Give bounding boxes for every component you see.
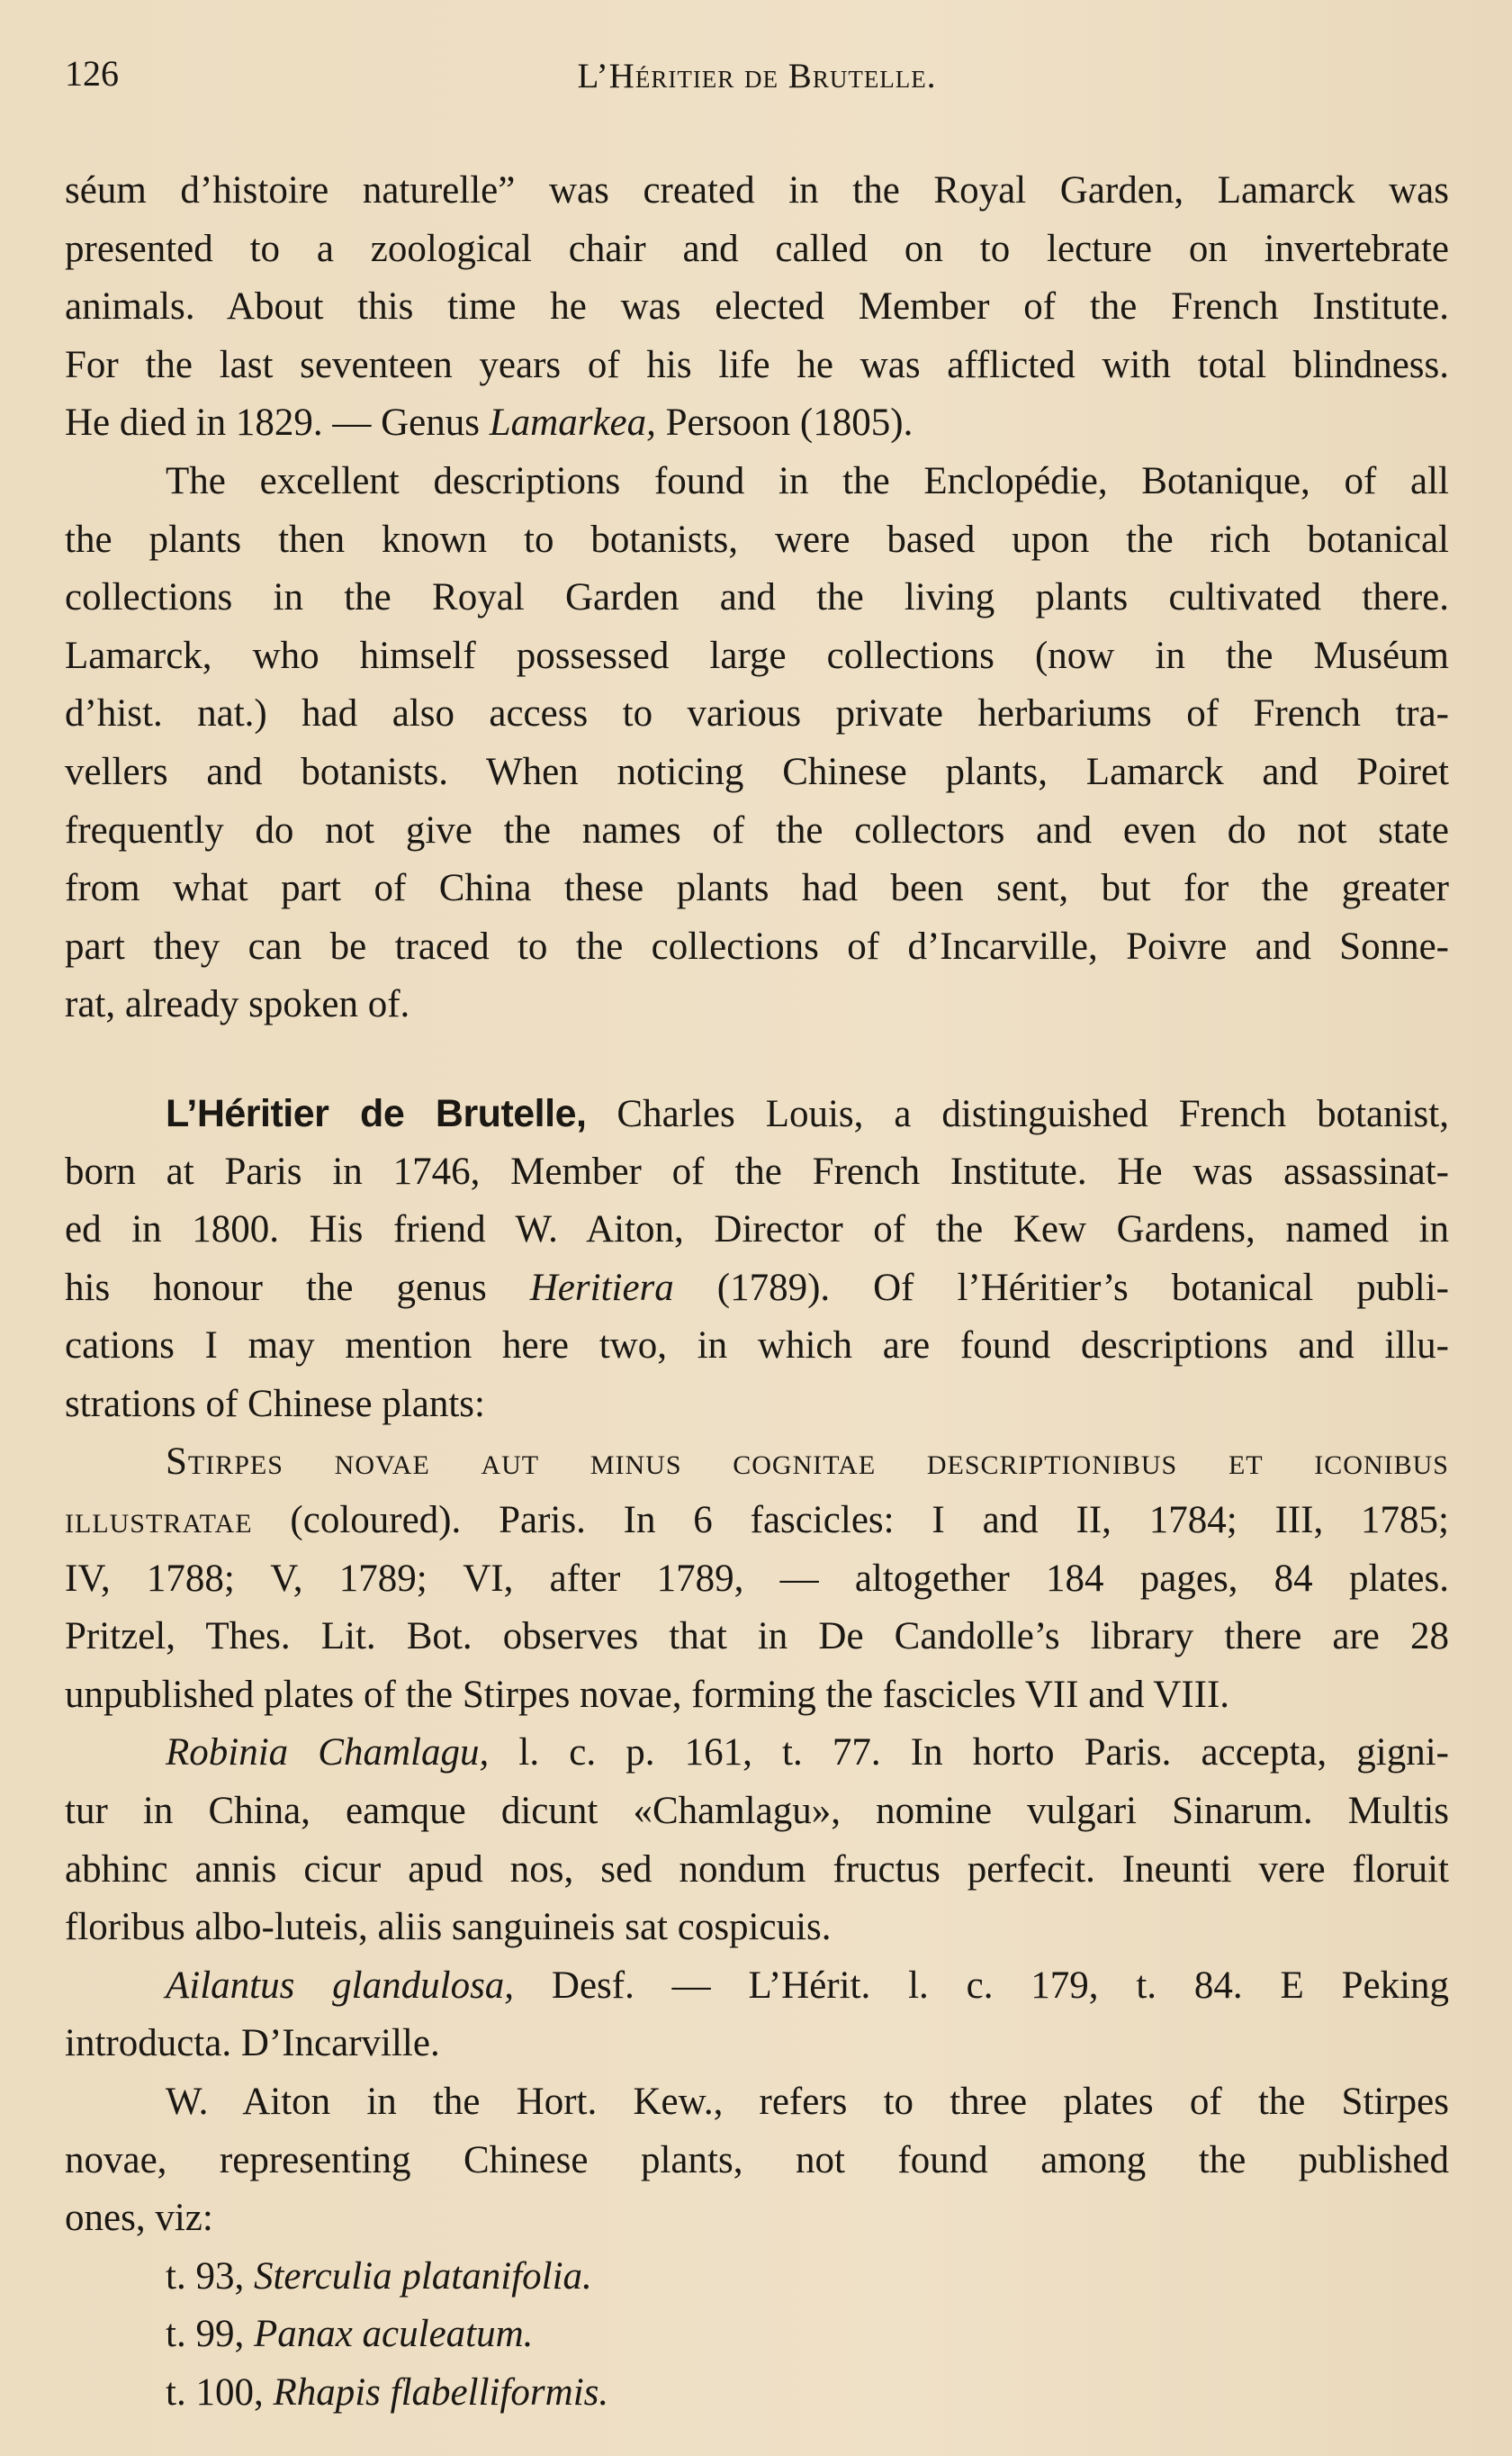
- italic-name: Heritiera: [529, 1266, 674, 1309]
- plate-list-item: [65, 2364, 1449, 2423]
- species-paragraph: [65, 1957, 1449, 2073]
- page-header: [65, 52, 1449, 108]
- text-line: [65, 1724, 1449, 1783]
- text-line: tur in China, eamque dicunt «Chamlagu», nomine vulgari Sinarum. Multis: [65, 1790, 1449, 1833]
- plate-list-item: [65, 2248, 1449, 2307]
- text-line: Pritzel, Thes. Lit. Bot. observes that in De Candolle’s library there are 28: [65, 1615, 1449, 1658]
- text-run: Charles Louis, a distinguished French botanist,: [586, 1092, 1449, 1135]
- text-line: W. Aiton in the Hort. Kew., refers to three plates of the Stirpes: [166, 2081, 1449, 2123]
- section-gap: [65, 1034, 1449, 1085]
- text-line: frequently do not give the names of the collectors and even do not state: [65, 808, 1449, 852]
- text-line: [65, 1433, 1449, 1492]
- running-head: L’Héritier de Brutelle.: [577, 57, 937, 95]
- text-line: IV, 1788; V, 1789; VI, after 1789, — altogether 184 pages, 84 plates.: [65, 1557, 1449, 1600]
- text-line: [65, 394, 1449, 453]
- text-run: (1789). Of l’Héritier’s botanical publi-: [673, 1266, 1449, 1309]
- plate-list-item: [65, 2306, 1449, 2364]
- text-line: collections in the Royal Garden and the living plants cultivated there.: [65, 576, 1449, 619]
- text-line: The excellent descriptions found in the Enclopédie, Botanique, of all: [166, 459, 1449, 502]
- text-line: séum d’histoire naturelle” was created in the Royal Garden, Lamarck was: [65, 169, 1449, 212]
- text-line: novae, representing Chinese plants, not found among the published: [65, 2138, 1449, 2181]
- text-line: introducta. D’Incarville.: [65, 2022, 440, 2065]
- text-run: (coloured). Paris. In 6 fascicles: I and II, 1784; III, 1785;: [252, 1499, 1449, 1542]
- species-paragraph: [65, 2073, 1449, 2248]
- text-run: He died in 1829. — Genus: [65, 402, 490, 445]
- italic-name: Ailantus glandulosa,: [166, 1964, 515, 2007]
- text-line: [65, 1085, 1449, 1143]
- page-number: 126: [65, 53, 119, 94]
- text-line: floribus albo-luteis, aliis sanguineis sat cospicuis.: [65, 1906, 832, 1949]
- text-line: ed in 1800. His friend W. Aiton, Director of the Kew Gardens, named in: [65, 1208, 1449, 1251]
- plate-number: t. 99,: [166, 2313, 254, 2356]
- text-line: born at Paris in 1746, Member of the French Institute. He was assassinat-: [65, 1150, 1449, 1193]
- text-line: the plants then known to botanists, were based upon the rich botanical: [65, 518, 1449, 561]
- entry-paragraph: [65, 1085, 1449, 1434]
- paragraph: [65, 162, 1449, 453]
- plate-species-name: Sterculia platanifolia.: [253, 2254, 592, 2298]
- work-title: illustratae: [65, 1499, 253, 1542]
- italic-name: Robinia Chamlagu,: [166, 1731, 490, 1774]
- text-line: unpublished plates of the Stirpes novae, forming the fascicles VII and VIII.: [65, 1673, 1230, 1716]
- plate-species-name: Panax aculeatum.: [253, 2313, 534, 2356]
- body-text: [65, 162, 1449, 2423]
- species-paragraph: [65, 1724, 1449, 1956]
- entry-name: L’Héritier de Brutelle,: [166, 1091, 587, 1135]
- text-line: [65, 1492, 1449, 1550]
- text-line: presented to a zoological chair and called on to lecture on invertebrate: [65, 227, 1449, 270]
- text-run: Desf. — L’Hérit. l. c. 179, t. 84. E Peking: [514, 1964, 1450, 2007]
- text-line: from what part of China these plants had been sent, but for the greater: [65, 867, 1449, 910]
- text-line: strations of Chinese plants:: [65, 1382, 485, 1425]
- text-line: rat, already spoken of.: [65, 983, 410, 1026]
- plate-number: t. 93,: [166, 2254, 254, 2298]
- italic-name: Lamarkea,: [489, 402, 656, 445]
- work-title: Stirpes novae aut minus cognitae descriptionibus et iconibus: [166, 1440, 1449, 1484]
- text-run: his honour the genus: [65, 1266, 530, 1309]
- text-run: l. c. p. 161, t. 77. In horto Paris. accepta, gigni-: [489, 1731, 1450, 1774]
- text-line: [65, 1260, 1449, 1318]
- text-line: abhinc annis cicur apud nos, sed nondum fructus perfecit. Ineunti vere floruit: [65, 1847, 1449, 1891]
- work-citation: [65, 1433, 1449, 1724]
- text-line: ones, viz:: [65, 2197, 213, 2240]
- text-line: part they can be traced to the collections of d’Incarville, Poivre and Sonne-: [65, 925, 1449, 968]
- text-run: Persoon (1805).: [655, 402, 914, 445]
- plate-number: t. 100,: [166, 2370, 274, 2414]
- plate-species-name: Rhapis flabelliformis.: [273, 2370, 609, 2414]
- text-line: cations I may mention here two, in which are found descriptions and illu-: [65, 1324, 1449, 1368]
- text-line: vellers and botanists. When noticing Chinese plants, Lamarck and Poiret: [65, 750, 1449, 793]
- text-line: d’hist. nat.) had also access to various private herbariums of French tra-: [65, 692, 1449, 736]
- paragraph: [65, 453, 1449, 1034]
- text-line: Lamarck, who himself possessed large collections (now in the Muséum: [65, 634, 1449, 677]
- text-line: For the last seventeen years of his life he was afflicted with total blindness.: [65, 343, 1449, 386]
- text-line: animals. About this time he was elected Member of the French Institute.: [65, 285, 1449, 329]
- text-line: [65, 1957, 1449, 2016]
